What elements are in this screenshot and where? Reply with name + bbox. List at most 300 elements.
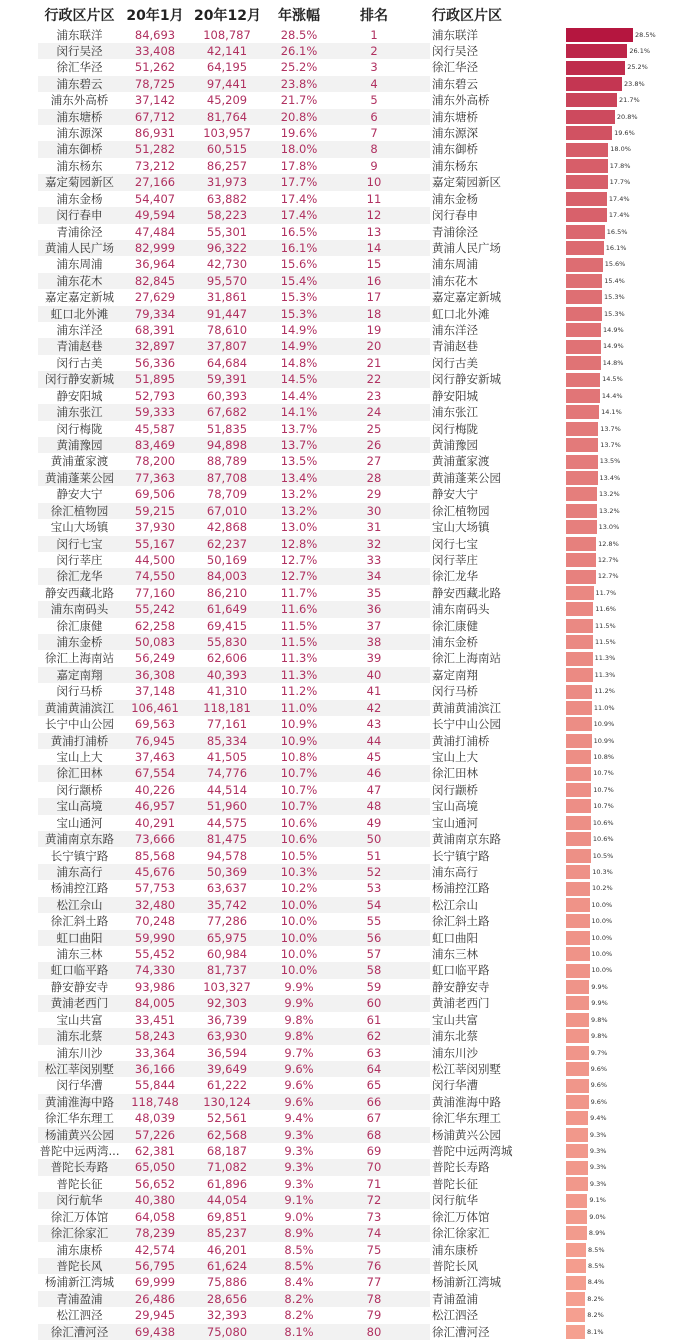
price-dec: 42,141 bbox=[206, 43, 248, 58]
bar-category-label: 闵行梅陇 bbox=[432, 421, 478, 436]
bar-value-label: 10.0% bbox=[591, 950, 613, 959]
rank: 2 bbox=[370, 43, 378, 58]
bar-category-label: 浦东金杨 bbox=[432, 191, 478, 206]
price-dec: 42,868 bbox=[206, 520, 248, 535]
price-jan: 37,463 bbox=[134, 749, 176, 764]
growth-bar bbox=[566, 225, 605, 239]
bar-value-label: 16.5% bbox=[606, 227, 628, 236]
bar-category-label: 松江泗泾 bbox=[432, 1308, 478, 1323]
rank: 48 bbox=[366, 799, 382, 814]
price-dec: 40,393 bbox=[206, 667, 248, 682]
bar-value-label: 8.2% bbox=[587, 1294, 604, 1303]
district-name: 闵行春申 bbox=[56, 208, 103, 223]
bar-category-label: 虹口曲阳 bbox=[432, 930, 478, 945]
growth-bar bbox=[566, 1210, 587, 1224]
growth-rate: 17.7% bbox=[280, 175, 318, 190]
district-name: 黄浦淮海中路 bbox=[45, 1094, 114, 1109]
price-dec: 94,898 bbox=[206, 438, 248, 452]
growth-rate: 11.5% bbox=[280, 635, 318, 650]
growth-rate: 28.5% bbox=[280, 27, 318, 42]
growth-rate: 14.8% bbox=[280, 355, 318, 370]
growth-rate: 13.2% bbox=[280, 487, 318, 502]
bar-value-label: 9.3% bbox=[589, 1163, 607, 1172]
growth-bar bbox=[566, 1111, 588, 1125]
price-dec: 55,301 bbox=[206, 224, 248, 239]
district-name: 静安西藏北路 bbox=[45, 585, 114, 600]
growth-rate: 11.6% bbox=[280, 602, 318, 617]
growth-rate: 8.5% bbox=[284, 1242, 314, 1257]
rank: 3 bbox=[370, 60, 378, 75]
bar-category-label: 浦东康桥 bbox=[432, 1242, 478, 1257]
rank: 73 bbox=[366, 1209, 382, 1224]
price-dec: 60,515 bbox=[206, 142, 248, 157]
district-name: 浦东康桥 bbox=[56, 1242, 103, 1257]
price-dec: 63,637 bbox=[206, 881, 248, 896]
price-dec: 62,568 bbox=[206, 1127, 248, 1142]
growth-rate: 11.2% bbox=[280, 684, 318, 699]
price-dec: 88,789 bbox=[206, 454, 248, 469]
district-name: 黄浦黄浦滨江 bbox=[45, 700, 114, 715]
growth-rate: 9.1% bbox=[284, 1193, 314, 1208]
price-jan: 52,793 bbox=[134, 388, 176, 403]
price-jan: 44,500 bbox=[134, 552, 176, 567]
bar-value-label: 8.2% bbox=[587, 1311, 604, 1320]
bar-value-label: 10.9% bbox=[593, 736, 615, 745]
price-dec: 61,649 bbox=[206, 602, 248, 617]
growth-rate: 10.9% bbox=[280, 733, 318, 748]
price-jan: 85,568 bbox=[134, 848, 176, 863]
price-jan: 55,167 bbox=[134, 536, 176, 551]
bar-category-label: 黄浦人民广场 bbox=[432, 240, 501, 255]
price-jan: 27,166 bbox=[134, 175, 176, 190]
growth-rate: 9.8% bbox=[284, 1029, 314, 1044]
rank: 55 bbox=[366, 914, 382, 929]
rank: 35 bbox=[366, 585, 382, 600]
price-jan: 51,895 bbox=[134, 372, 176, 387]
rank: 74 bbox=[366, 1226, 382, 1241]
growth-rate: 15.6% bbox=[280, 257, 318, 272]
price-jan: 45,676 bbox=[134, 864, 176, 879]
growth-bar bbox=[566, 455, 598, 469]
growth-rate: 9.6% bbox=[284, 1078, 314, 1093]
growth-bar bbox=[566, 504, 597, 518]
bar-value-label: 10.7% bbox=[593, 802, 614, 811]
district-name: 杨浦新江湾城 bbox=[45, 1275, 114, 1290]
bar-category-label: 宝山高境 bbox=[432, 799, 478, 814]
price-dec: 41,505 bbox=[206, 749, 248, 764]
price-dec: 68,187 bbox=[206, 1144, 248, 1159]
bar-value-label: 10.7% bbox=[593, 785, 614, 794]
price-jan: 106,461 bbox=[131, 700, 179, 715]
growth-bar bbox=[566, 93, 617, 107]
price-jan: 42,574 bbox=[134, 1242, 176, 1257]
bar-category-label: 黄浦蓬莱公园 bbox=[432, 470, 501, 485]
growth-rate: 9.4% bbox=[284, 1111, 314, 1126]
district-name: 徐汇康健 bbox=[56, 618, 103, 633]
bar-value-label: 13.2% bbox=[599, 506, 620, 515]
growth-bar bbox=[566, 849, 591, 863]
bar-category-label: 徐汇徐家汇 bbox=[432, 1226, 490, 1241]
bar-value-label: 10.9% bbox=[593, 720, 615, 729]
rank: 46 bbox=[366, 766, 382, 781]
bar-category-label: 徐汇上海南站 bbox=[432, 651, 501, 666]
growth-rate: 14.9% bbox=[280, 323, 318, 338]
growth-rate: 15.3% bbox=[280, 290, 318, 305]
growth-rate: 13.2% bbox=[280, 503, 318, 518]
price-jan: 64,058 bbox=[134, 1209, 176, 1224]
bar-category-label: 宝山共富 bbox=[432, 1012, 478, 1027]
bar-value-label: 13.4% bbox=[599, 473, 621, 482]
district-name: 宝山大场镇 bbox=[50, 520, 109, 535]
price-dec: 130,124 bbox=[203, 1094, 251, 1109]
growth-bar bbox=[566, 767, 591, 781]
price-jan: 55,844 bbox=[134, 1078, 176, 1093]
growth-rate: 9.3% bbox=[284, 1160, 314, 1175]
bar-category-label: 闵行华漕 bbox=[432, 1078, 478, 1093]
price-dec: 67,682 bbox=[206, 405, 248, 420]
rank: 60 bbox=[366, 996, 382, 1011]
price-jan: 70,248 bbox=[134, 914, 176, 929]
district-name: 松江泗泾 bbox=[56, 1308, 103, 1323]
price-jan: 69,999 bbox=[134, 1275, 176, 1290]
price-jan: 40,226 bbox=[134, 782, 176, 797]
rank: 61 bbox=[366, 1012, 382, 1027]
price-dec: 74,776 bbox=[206, 766, 248, 781]
rank: 36 bbox=[366, 602, 382, 617]
district-name: 浦东张江 bbox=[56, 405, 103, 420]
growth-bar bbox=[566, 980, 589, 994]
district-name: 浦东源深 bbox=[56, 126, 103, 141]
header-district-right: 行政区片区 bbox=[432, 8, 502, 24]
price-jan: 73,212 bbox=[134, 158, 176, 173]
price-jan: 32,480 bbox=[134, 897, 176, 912]
district-name: 闵行静安新城 bbox=[45, 372, 114, 387]
price-jan: 55,242 bbox=[134, 602, 176, 617]
price-jan: 57,753 bbox=[134, 881, 176, 896]
price-jan: 65,050 bbox=[134, 1160, 176, 1175]
district-name: 徐汇龙华 bbox=[56, 569, 103, 584]
bar-value-label: 14.1% bbox=[601, 408, 622, 417]
bar-value-label: 17.4% bbox=[608, 194, 630, 203]
growth-bar bbox=[566, 143, 608, 157]
bar-value-label: 11.3% bbox=[594, 670, 616, 679]
growth-bar bbox=[566, 1128, 588, 1142]
rank: 21 bbox=[366, 355, 382, 370]
price-dec: 75,886 bbox=[206, 1275, 248, 1290]
rank: 56 bbox=[366, 930, 382, 945]
bar-value-label: 8.5% bbox=[588, 1262, 605, 1270]
district-name: 徐汇徐家汇 bbox=[50, 1226, 109, 1241]
rank: 34 bbox=[366, 569, 382, 584]
district-name: 浦东周浦 bbox=[56, 257, 103, 272]
price-dec: 36,594 bbox=[206, 1045, 248, 1060]
district-name: 浦东金杨 bbox=[56, 191, 103, 206]
growth-bar bbox=[566, 964, 590, 978]
growth-bar bbox=[566, 471, 598, 485]
price-dec: 67,010 bbox=[206, 503, 248, 518]
price-dec: 46,201 bbox=[206, 1242, 248, 1257]
district-name: 徐汇植物园 bbox=[50, 503, 109, 518]
rank: 29 bbox=[366, 487, 382, 502]
bar-value-label: 9.3% bbox=[589, 1179, 607, 1188]
bar-value-label: 10.3% bbox=[592, 867, 613, 876]
bar-value-label: 10.0% bbox=[591, 900, 613, 909]
rank: 50 bbox=[366, 832, 382, 847]
district-name: 长宁中山公园 bbox=[45, 717, 114, 732]
bar-category-label: 长宁中山公园 bbox=[432, 717, 501, 732]
district-name: 徐汇华东理工 bbox=[45, 1111, 114, 1126]
bar-value-label: 13.7% bbox=[600, 441, 621, 449]
price-dec: 50,369 bbox=[206, 864, 248, 879]
district-name: 长宁镇宁路 bbox=[50, 848, 109, 863]
district-name: 静安静安寺 bbox=[50, 979, 109, 994]
growth-bar bbox=[566, 356, 601, 370]
bar-value-label: 13.0% bbox=[598, 523, 620, 532]
rank: 45 bbox=[366, 749, 382, 764]
bar-category-label: 虹口北外滩 bbox=[432, 306, 490, 321]
price-dec: 60,984 bbox=[206, 947, 248, 962]
price-dec: 108,787 bbox=[203, 27, 251, 42]
bar-category-label: 浦东联洋 bbox=[432, 27, 478, 42]
price-jan: 83,469 bbox=[134, 438, 176, 452]
price-dec: 65,975 bbox=[206, 930, 248, 945]
growth-rate: 10.3% bbox=[280, 864, 318, 879]
price-jan: 47,484 bbox=[134, 224, 176, 239]
bar-category-label: 闵行春申 bbox=[432, 208, 478, 223]
growth-bar bbox=[566, 422, 598, 436]
price-dec: 63,882 bbox=[206, 191, 248, 206]
price-dec: 59,391 bbox=[206, 372, 248, 387]
growth-bar bbox=[566, 553, 596, 567]
district-name: 徐汇田林 bbox=[56, 766, 103, 781]
district-name: 黄浦董家渡 bbox=[50, 454, 109, 469]
price-dec: 97,441 bbox=[206, 76, 248, 91]
growth-bar bbox=[566, 258, 603, 272]
bar-value-label: 9.4% bbox=[590, 1114, 607, 1123]
price-jan: 33,364 bbox=[134, 1045, 176, 1060]
price-dec: 118,181 bbox=[203, 700, 251, 715]
district-name: 黄浦南京东路 bbox=[45, 832, 114, 847]
price-jan: 62,381 bbox=[134, 1144, 176, 1159]
bar-value-label: 10.0% bbox=[591, 966, 613, 975]
rank: 1 bbox=[370, 27, 378, 42]
price-dec: 84,003 bbox=[206, 569, 248, 584]
bar-category-label: 浦东周浦 bbox=[432, 257, 478, 272]
price-dec: 44,575 bbox=[206, 815, 248, 830]
district-name: 黄浦打浦桥 bbox=[50, 733, 109, 748]
bar-value-label: 10.5% bbox=[592, 851, 614, 860]
price-jan: 78,200 bbox=[134, 454, 176, 469]
district-name: 松江佘山 bbox=[56, 897, 103, 912]
price-jan: 56,652 bbox=[134, 1176, 176, 1191]
rank: 63 bbox=[366, 1045, 382, 1060]
growth-bar bbox=[566, 520, 597, 534]
bar-value-label: 26.1% bbox=[629, 46, 651, 55]
price-dec: 37,807 bbox=[206, 339, 248, 354]
growth-bar bbox=[566, 750, 591, 764]
bar-value-label: 10.0% bbox=[591, 933, 613, 942]
bar-value-label: 16.1% bbox=[605, 243, 627, 252]
price-dec: 42,730 bbox=[206, 257, 248, 272]
rank: 32 bbox=[366, 536, 382, 551]
growth-bar bbox=[566, 931, 590, 945]
bar-category-label: 青浦盈浦 bbox=[432, 1291, 478, 1306]
bar-value-label: 8.1% bbox=[587, 1327, 604, 1336]
district-name: 普陀长征 bbox=[56, 1176, 103, 1191]
rank: 70 bbox=[366, 1160, 382, 1175]
rank: 16 bbox=[366, 273, 382, 288]
price-jan: 118,748 bbox=[131, 1094, 179, 1109]
bar-category-label: 浦东外高桥 bbox=[432, 93, 490, 108]
price-dec: 91,447 bbox=[206, 306, 248, 321]
growth-bar bbox=[566, 701, 592, 715]
district-name: 黄浦人民广场 bbox=[45, 240, 114, 255]
bar-category-label: 普陀长风 bbox=[432, 1259, 478, 1273]
growth-bar bbox=[566, 1194, 587, 1208]
bar-value-label: 11.2% bbox=[594, 687, 615, 696]
rank: 69 bbox=[366, 1144, 382, 1159]
price-dec: 69,851 bbox=[206, 1209, 248, 1224]
bar-category-label: 闵行莘庄 bbox=[432, 552, 478, 567]
price-dec: 86,257 bbox=[206, 158, 248, 173]
growth-bar bbox=[566, 619, 593, 633]
growth-bar bbox=[566, 438, 598, 452]
growth-bar bbox=[566, 832, 591, 846]
price-dec: 31,861 bbox=[206, 290, 248, 305]
growth-rate: 10.0% bbox=[280, 914, 318, 929]
bar-category-label: 浦东花木 bbox=[432, 273, 478, 288]
bar-category-label: 浦东张江 bbox=[432, 405, 478, 420]
bar-value-label: 11.0% bbox=[593, 703, 615, 712]
rank: 14 bbox=[366, 240, 382, 255]
growth-bar bbox=[566, 175, 608, 189]
price-jan: 57,226 bbox=[134, 1127, 176, 1142]
district-name: 静安阳城 bbox=[56, 388, 103, 403]
bar-category-label: 静安西藏北路 bbox=[432, 585, 501, 600]
bar-value-label: 9.1% bbox=[589, 1196, 606, 1205]
bar-value-label: 15.3% bbox=[604, 309, 625, 318]
bar-value-label: 9.8% bbox=[591, 1015, 608, 1024]
bar-value-label: 9.0% bbox=[589, 1212, 606, 1221]
price-jan: 93,986 bbox=[134, 979, 176, 994]
price-jan: 67,712 bbox=[134, 109, 176, 124]
growth-bar bbox=[566, 570, 596, 584]
growth-rate: 9.6% bbox=[284, 1094, 314, 1109]
growth-rate: 8.9% bbox=[284, 1226, 314, 1241]
price-jan: 69,563 bbox=[134, 717, 176, 732]
price-jan: 40,291 bbox=[134, 815, 176, 830]
growth-rate: 9.3% bbox=[284, 1127, 314, 1142]
bar-category-label: 嘉定嘉定新城 bbox=[432, 290, 501, 305]
bar-value-label: 9.7% bbox=[590, 1048, 608, 1057]
price-jan: 48,039 bbox=[134, 1111, 176, 1126]
growth-rate: 9.8% bbox=[284, 1012, 314, 1027]
district-name: 虹口曲阳 bbox=[56, 930, 103, 945]
bar-value-label: 14.5% bbox=[602, 375, 623, 384]
growth-rate: 21.7% bbox=[280, 93, 318, 108]
price-jan: 50,083 bbox=[134, 635, 176, 650]
header-growth: 年涨幅 bbox=[278, 8, 320, 24]
rank: 80 bbox=[366, 1324, 382, 1339]
growth-rate: 10.6% bbox=[280, 815, 318, 830]
price-dec: 95,570 bbox=[206, 273, 248, 288]
price-jan: 59,215 bbox=[134, 503, 176, 518]
district-name: 黄浦豫园 bbox=[56, 438, 103, 452]
rank: 65 bbox=[366, 1078, 382, 1093]
bar-value-label: 25.2% bbox=[627, 63, 648, 72]
rank: 79 bbox=[366, 1308, 382, 1323]
growth-rate: 11.3% bbox=[280, 667, 318, 682]
price-dec: 28,656 bbox=[206, 1291, 248, 1306]
price-dec: 81,475 bbox=[206, 832, 248, 847]
district-name: 浦东金桥 bbox=[56, 635, 103, 650]
growth-rate: 10.7% bbox=[280, 782, 318, 797]
price-jan: 67,554 bbox=[134, 766, 176, 781]
rank: 28 bbox=[366, 470, 382, 485]
growth-rate: 16.5% bbox=[280, 224, 318, 239]
growth-rate: 11.3% bbox=[280, 651, 318, 666]
bar-value-label: 12.7% bbox=[597, 572, 619, 581]
growth-bar bbox=[566, 1095, 589, 1109]
bar-value-label: 10.8% bbox=[593, 752, 615, 761]
district-name: 闵行梅陇 bbox=[56, 421, 103, 436]
district-name: 宝山上大 bbox=[56, 749, 103, 764]
growth-bar bbox=[566, 208, 607, 222]
bar-value-label: 9.6% bbox=[590, 1097, 608, 1106]
rank: 6 bbox=[370, 109, 378, 124]
header-rank: 排名 bbox=[360, 8, 388, 24]
district-name: 闵行古美 bbox=[56, 355, 103, 370]
growth-rate: 18.0% bbox=[280, 142, 318, 157]
bar-value-label: 9.3% bbox=[589, 1147, 607, 1156]
growth-rate: 11.7% bbox=[280, 585, 318, 600]
bar-value-label: 9.9% bbox=[591, 999, 608, 1008]
bar-category-label: 杨浦新江湾城 bbox=[432, 1275, 501, 1290]
price-dec: 78,709 bbox=[206, 487, 248, 502]
district-name: 宝山通河 bbox=[56, 815, 103, 830]
price-jan: 56,795 bbox=[134, 1259, 176, 1273]
district-name: 浦东川沙 bbox=[56, 1045, 103, 1060]
price-jan: 82,845 bbox=[134, 273, 176, 288]
bar-category-label: 闵行马桥 bbox=[432, 684, 478, 699]
price-jan: 36,166 bbox=[134, 1061, 176, 1076]
growth-bar bbox=[566, 602, 593, 616]
bar-category-label: 松江莘闵别墅 bbox=[432, 1061, 501, 1076]
growth-bar bbox=[566, 1079, 589, 1093]
price-dec: 60,393 bbox=[206, 388, 248, 403]
price-jan: 78,725 bbox=[134, 76, 176, 91]
growth-rate: 17.8% bbox=[280, 158, 318, 173]
district-name: 宝山高境 bbox=[56, 799, 103, 814]
price-dec: 61,624 bbox=[206, 1259, 248, 1273]
price-dec: 75,080 bbox=[206, 1324, 248, 1339]
growth-bar bbox=[566, 373, 600, 387]
district-name: 徐汇万体馆 bbox=[50, 1209, 109, 1224]
bar-category-label: 青浦徐泾 bbox=[432, 224, 478, 239]
growth-rate: 11.5% bbox=[280, 618, 318, 633]
price-jan: 74,550 bbox=[134, 569, 176, 584]
bar-value-label: 13.5% bbox=[599, 457, 621, 466]
price-dec: 77,161 bbox=[206, 717, 248, 732]
price-dec: 44,054 bbox=[206, 1193, 248, 1208]
district-name: 松江莘闵别墅 bbox=[45, 1061, 114, 1076]
price-dec: 69,415 bbox=[206, 618, 248, 633]
bar-category-label: 黄浦淮海中路 bbox=[432, 1094, 501, 1109]
growth-rate: 17.4% bbox=[280, 208, 318, 223]
district-name: 黄浦老西门 bbox=[50, 996, 109, 1011]
rank: 59 bbox=[366, 979, 382, 994]
price-jan: 56,336 bbox=[134, 355, 176, 370]
